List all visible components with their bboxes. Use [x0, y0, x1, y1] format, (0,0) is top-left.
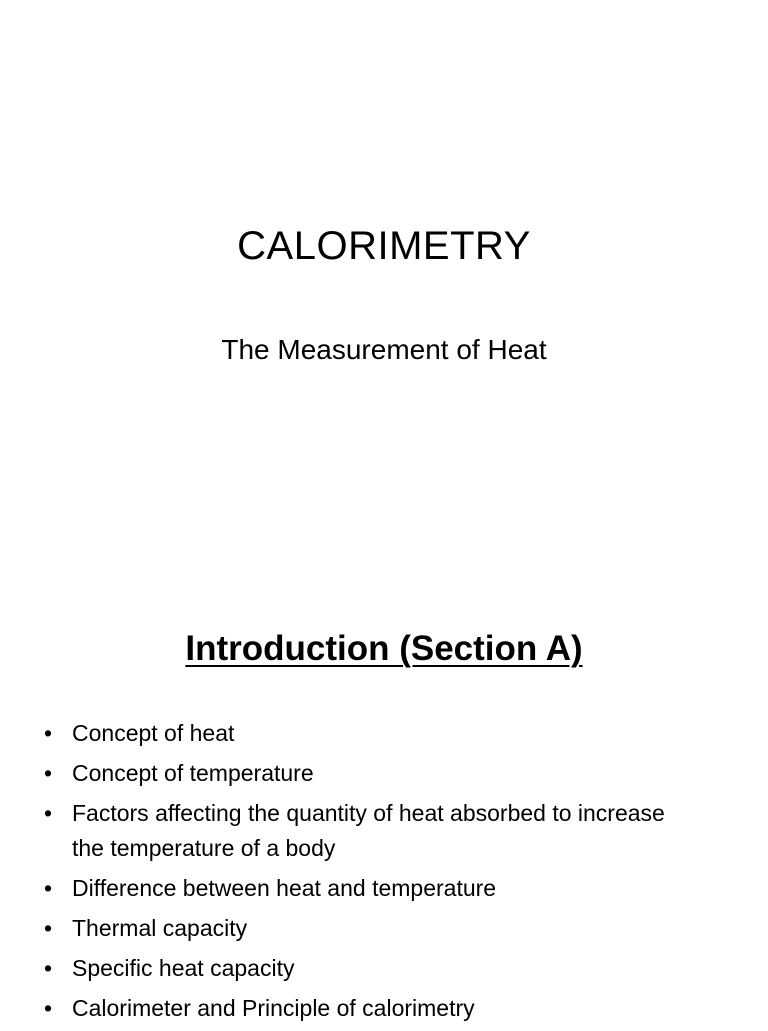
list-item-text: Difference between heat and temperature: [72, 875, 497, 901]
bullet-icon: •: [44, 875, 53, 901]
bullet-icon: •: [44, 915, 53, 941]
list-item: [44, 951, 684, 986]
bullet-icon: •: [44, 760, 53, 786]
bullet-icon: •: [44, 995, 53, 1021]
bullet-icon: •: [44, 955, 53, 981]
list-item-text: Thermal capacity: [72, 915, 248, 941]
list-item: [44, 991, 684, 1026]
list-item: [44, 716, 684, 751]
list-item-text: Specific heat capacity: [72, 955, 295, 981]
list-item-text: Concept of temperature: [72, 760, 314, 786]
bullet-icon: •: [44, 800, 53, 826]
list-item-text: Concept of heat: [72, 720, 235, 746]
slide-title: CALORIMETRY: [237, 224, 531, 268]
section-heading: Introduction (Section A): [185, 629, 583, 668]
list-item: [44, 756, 684, 791]
introduction-slide: [0, 576, 768, 1024]
list-item: [44, 796, 684, 866]
list-item: [44, 911, 684, 946]
slide-subtitle: The Measurement of Heat: [221, 334, 547, 365]
list-item-text: Calorimeter and Principle of calorimetry: [72, 995, 475, 1021]
list-item-text: Factors affecting the quantity of heat absorbed to increase the temperature of a body: [72, 800, 665, 861]
topic-list: [44, 716, 684, 1031]
list-item: [44, 871, 684, 906]
bullet-icon: •: [44, 720, 53, 746]
